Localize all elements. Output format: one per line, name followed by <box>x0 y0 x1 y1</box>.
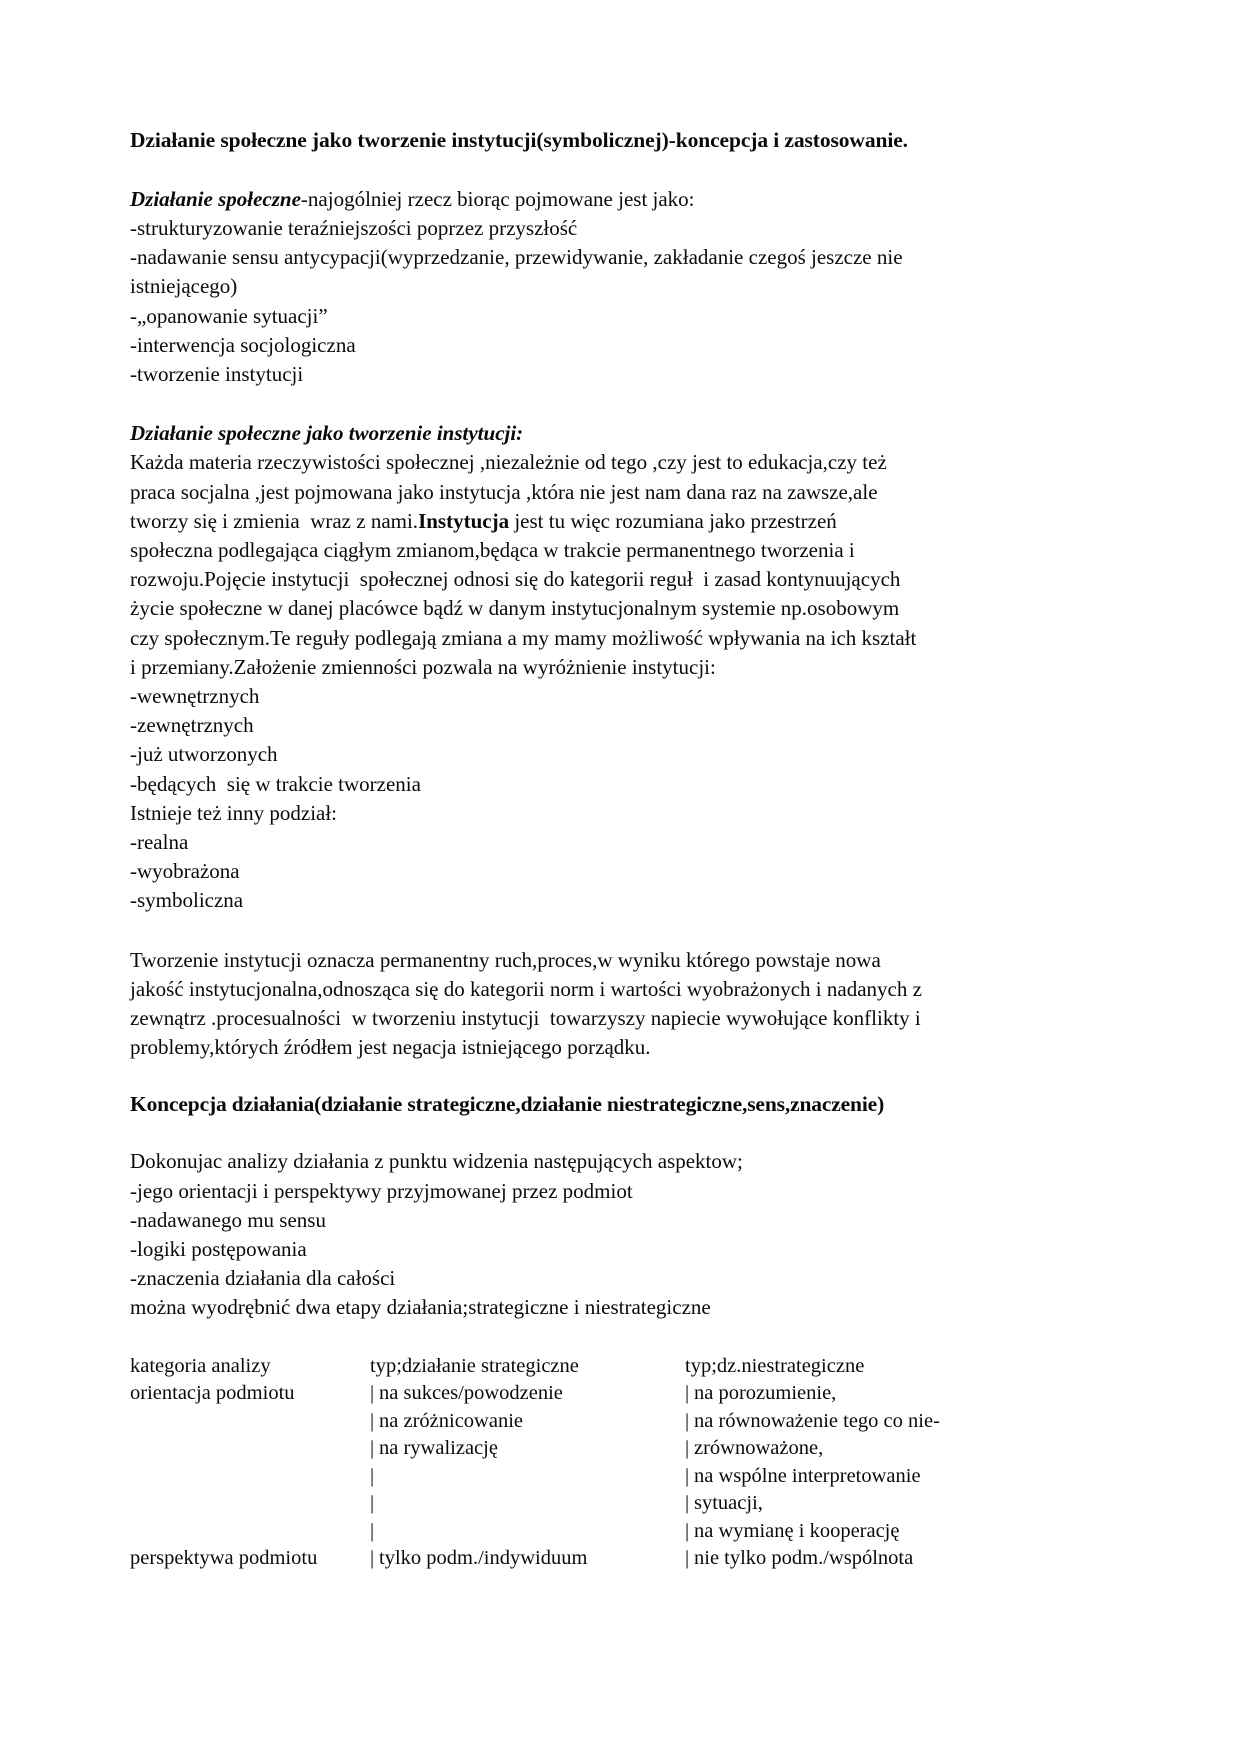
section1-item: -nadawanie sensu antycypacji(wyprzedzanie, przewidywanie, zakładanie czegoś jeszcze nie <box>130 245 903 270</box>
section2-inline-bold-term: Instytucja <box>418 508 510 533</box>
section2-list-item: -będących się w trakcie tworzenia <box>130 771 421 796</box>
section3-line: jakość instytucjonalna,odnosząca się do kategorii norm i wartości wyobrażonych i nadanych z <box>130 976 922 1001</box>
table-cell-nonstrategic <box>685 1545 962 1573</box>
pipe-separator: | <box>685 1547 690 1570</box>
cell-text: tylko podm./indywiduum <box>379 1547 588 1570</box>
table-cell-category: orientacja podmiotu <box>130 1382 295 1405</box>
table-header-row <box>130 1353 962 1381</box>
cell-text: na rywalizację <box>379 1437 498 1460</box>
section2-body-line: rozwoju.Pojęcie instytucji społecznej odnosi się do kategorii reguł i zasad kontynuujących <box>130 567 901 592</box>
section4-item: -nadawanego mu sensu <box>130 1207 326 1232</box>
comparison-table <box>130 1353 962 1573</box>
comparison-table-wrapper <box>130 1353 962 1573</box>
pipe-separator: | <box>370 1492 375 1515</box>
cell-line <box>370 1545 685 1573</box>
section-action-concept <box>130 1091 960 1322</box>
section2-body-line: Każda materia rzeczywistości społecznej ,niezależnie od tego ,czy jest to edukacja,czy też <box>130 450 887 475</box>
section2-body-line-start: tworzy się i zmienia wraz z nami. <box>130 508 419 533</box>
section2-list-item: -realna <box>130 830 189 855</box>
pipe-separator: | <box>370 1382 375 1405</box>
section2-list-item: -już utworzonych <box>130 742 278 767</box>
cell-text: na sukces/powodzenie <box>379 1382 563 1405</box>
table-header-cell-strategic: typ;działanie strategiczne <box>370 1354 579 1377</box>
section2-list-item: -zewnętrznych <box>130 713 254 738</box>
table-header-cell-category: kategoria analizy <box>130 1354 271 1377</box>
section2-list-intro: Istnieje też inny podział: <box>130 800 338 825</box>
section1-lead-term: Działanie społeczne <box>130 186 301 211</box>
section4-item: -logiki postępowania <box>130 1236 307 1261</box>
cell-line <box>685 1490 962 1518</box>
cell-line <box>685 1463 962 1491</box>
section-social-action <box>130 185 960 389</box>
document-content <box>130 128 960 1573</box>
spacer <box>130 916 960 946</box>
section2-list-item: -wewnętrznych <box>130 684 260 709</box>
cell-line <box>370 1490 685 1518</box>
cell-text: na porozumienie, <box>694 1382 837 1405</box>
cell-text: na wspólne interpretowanie <box>694 1464 921 1487</box>
pipe-separator: | <box>685 1382 690 1405</box>
section4-closing: można wyodrębnić dwa etapy działania;strategiczne i niestrategiczne <box>130 1295 711 1320</box>
table-row <box>130 1545 962 1573</box>
cell-line <box>370 1408 685 1436</box>
cell-line <box>370 1380 685 1408</box>
cell-line <box>685 1380 962 1408</box>
section3-line: zewnątrz .procesualności w tworzeniu instytucji towarzyszy napiecie wywołujące konflikty i <box>130 1006 921 1031</box>
section-institution-creation <box>130 419 960 915</box>
section1-item: -strukturyzowanie teraźniejszości poprzez przyszłość <box>130 216 578 240</box>
cell-line <box>370 1463 685 1491</box>
section4-item: -znaczenia działania dla całości <box>130 1266 396 1291</box>
table-row <box>130 1380 962 1545</box>
cell-line <box>370 1435 685 1463</box>
section4-heading: Koncepcja działania(działanie strategiczne,działanie niestrategiczne,sens,znaczenie) <box>130 1092 885 1117</box>
pipe-separator: | <box>370 1437 375 1460</box>
page-title: Działanie społeczne jako tworzenie instytucji(symbolicznej)-koncepcja i zastosowanie. <box>130 128 908 152</box>
cell-text: nie tylko podm./wspólnota <box>694 1547 914 1570</box>
section2-body-line: i przemiany.Założenie zmienności pozwala na wyróżnienie instytucji: <box>130 654 716 679</box>
spacer <box>130 1062 960 1091</box>
table-cell-strategic <box>370 1380 685 1545</box>
section3-line: problemy,których źródłem jest negacja istniejącego porządku. <box>130 1035 651 1060</box>
section4-intro: Dokonujac analizy działania z punktu widzenia następujących aspektow; <box>130 1149 743 1174</box>
section2-body-line: praca socjalna ,jest pojmowana jako instytucja ,która nie jest nam dana raz na zawsze,ale <box>130 479 878 504</box>
table-header-cell-nonstrategic: typ;dz.niestrategiczne <box>685 1354 865 1377</box>
spacer <box>130 389 960 419</box>
section2-list-item: -symboliczna <box>130 888 244 913</box>
cell-line <box>370 1518 685 1546</box>
section2-body-line-end: jest tu więc rozumiana jako przestrzeń <box>509 508 837 533</box>
section2-list-item: -wyobrażona <box>130 859 240 884</box>
pipe-separator: | <box>685 1409 690 1432</box>
table-cell-category: perspektywa podmiotu <box>130 1547 318 1570</box>
cell-text: na zróżnicowanie <box>379 1409 523 1432</box>
section1-item: -„opanowanie sytuacji” <box>130 303 328 328</box>
section-institution-process <box>130 946 960 1063</box>
cell-line <box>685 1518 962 1546</box>
cell-text: sytuacji, <box>694 1492 763 1515</box>
section1-lead-line <box>130 185 960 214</box>
pipe-separator: | <box>685 1492 690 1515</box>
pipe-separator: | <box>370 1519 375 1542</box>
section1-item: -tworzenie instytucji <box>130 362 304 387</box>
section2-body-line: życie społeczne w danej placówce bądź w danym instytucjonalnym systemie np.osobowym <box>130 596 900 621</box>
pipe-separator: | <box>685 1437 690 1460</box>
cell-text: na równoważenie tego co nie- <box>694 1409 940 1432</box>
cell-line <box>685 1435 962 1463</box>
pipe-separator: | <box>685 1464 690 1487</box>
section1-item: -interwencja socjologiczna <box>130 332 356 357</box>
cell-line <box>685 1545 962 1573</box>
spacer <box>130 1118 960 1147</box>
section1-item: istniejącego) <box>130 274 238 299</box>
section4-item: -jego orientacji i perspektywy przyjmowanej przez podmiot <box>130 1178 633 1203</box>
pipe-separator: | <box>685 1519 690 1542</box>
section2-body-line-with-bold <box>130 507 960 536</box>
pipe-separator: | <box>370 1464 375 1487</box>
section1-lead-rest: -najogólniej rzecz biorąc pojmowane jest jako: <box>300 186 695 211</box>
section2-body-line: społeczna podlegająca ciągłym zmianom,będąca w trakcie permanentnego tworzenia i <box>130 538 855 563</box>
cell-line <box>685 1408 962 1436</box>
section3-line: Tworzenie instytucji oznacza permanentny ruch,proces,w wyniku którego powstaje nowa <box>130 947 881 972</box>
table-cell-nonstrategic <box>685 1380 962 1545</box>
section2-heading: Działanie społeczne jako tworzenie instytucji: <box>130 421 524 446</box>
pipe-separator: | <box>370 1547 375 1570</box>
cell-text: na wymianę i kooperację <box>694 1519 900 1542</box>
cell-text: zrównoważone, <box>694 1437 824 1460</box>
pipe-separator: | <box>370 1409 375 1432</box>
section2-body-line: czy społecznym.Te reguły podlegają zmiana a my mamy możliwość wpływania na ich kształt <box>130 625 917 650</box>
table-cell-strategic <box>370 1545 685 1573</box>
